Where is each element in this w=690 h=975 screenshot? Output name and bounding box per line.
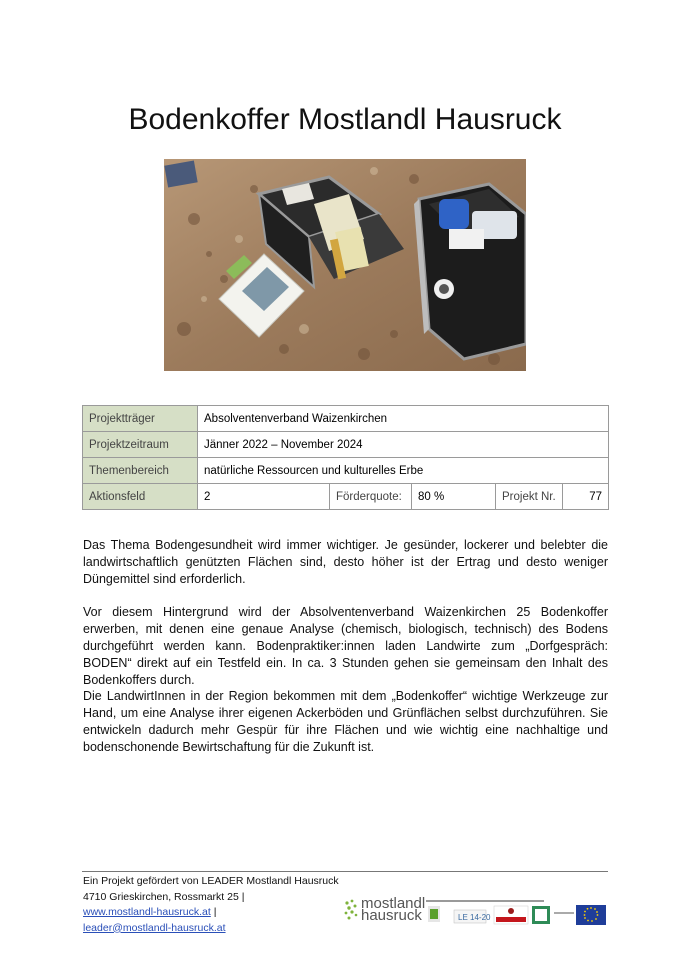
label-projekttraeger: Projektträger bbox=[83, 406, 198, 432]
footer-funding-line: Ein Projekt gefördert von LEADER Mostlandl Hausruck bbox=[83, 875, 339, 887]
eu-flag-icon bbox=[576, 905, 606, 925]
paragraph-benefits: Die LandwirtInnen in der Region bekommen mit dem „Bodenkoffer“ wichtige Werkzeuge zur Hand, um eine Analyse ihrer eigenen Ackerböden und Grünflächen selbst durchzuführen. Sie entwickeln dadurch mehr Gespür für ihre Flächen und wie wichtig eine nachhaltige und bodenschonende Bewirtschaftung für die Zukunft ist. bbox=[83, 689, 608, 754]
footer-separator: | bbox=[210, 906, 217, 918]
value-themenbereich: natürliche Ressourcen und kulturelles Erbe bbox=[198, 458, 609, 484]
value-projekttraeger: Absolventenverband Waizenkirchen bbox=[198, 406, 609, 432]
page-title: Bodenkoffer Mostlandl Hausruck bbox=[128, 103, 562, 136]
paragraph-intro: Das Thema Bodengesundheit wird immer wichtiger. Je gesünder, lockerer und belebter die landwirtschaftlich genützten Flächen sind, desto höher ist der Ertrag und desto weniger Düngemittel sind erforderlich. bbox=[83, 538, 608, 586]
website-link[interactable]: www.mostlandl-hausruck.at bbox=[83, 906, 211, 918]
logo-line-2: hausruck bbox=[361, 907, 422, 924]
value-projektzeitraum: Jänner 2022 – November 2024 bbox=[198, 432, 609, 458]
footer-address: 4710 Grieskirchen, Rossmarkt 25 | bbox=[83, 890, 245, 903]
value-foerderquote: 80 % bbox=[412, 484, 496, 510]
value-aktionsfeld: 2 bbox=[198, 484, 330, 510]
dots-icon bbox=[344, 899, 358, 921]
table-row bbox=[83, 458, 609, 484]
label-projekt-nr: Projekt Nr. bbox=[496, 484, 563, 510]
label-foerderquote: Förderquote: bbox=[330, 484, 412, 510]
leader-logo-icon bbox=[494, 906, 528, 924]
bund-logo-icon bbox=[428, 906, 440, 922]
table-row bbox=[83, 406, 609, 432]
project-info-table bbox=[82, 405, 609, 510]
svg-text:LE 14-20: LE 14-20 bbox=[458, 913, 491, 922]
label-projektzeitraum: Projektzeitraum bbox=[83, 432, 198, 458]
le-logo-icon bbox=[454, 910, 491, 923]
value-projekt-nr: 77 bbox=[563, 484, 609, 510]
table-row bbox=[83, 484, 609, 510]
mostlandl-hausruck-logo bbox=[344, 897, 425, 923]
logo-wordmark bbox=[361, 895, 426, 924]
footer-email-line bbox=[83, 921, 339, 937]
label-themenbereich: Themenbereich bbox=[83, 458, 198, 484]
email-link[interactable]: leader@mostlandl-hausruck.at bbox=[83, 921, 226, 934]
footer bbox=[83, 874, 339, 936]
paragraph-background: Vor diesem Hintergrund wird der Absolventenverband Waizenkirchen 25 Bodenkoffer erwerben, mit denen eine genaue Analyse (chemisch, biologisch, technisch) des Bodens durchgeführt werden kann. Bodenpraktiker:innen laden Landwirte zum „Dorfgespräch: BODEN“ direkt auf ein Testfeld ein. In ca. 3 Stunden gehen sie gemeinsam den Inhalt des Bodenkoffers durch. bbox=[83, 605, 608, 687]
funding-logos bbox=[426, 898, 608, 926]
footer-divider bbox=[82, 871, 608, 872]
table-row bbox=[83, 432, 609, 458]
label-aktionsfeld: Aktionsfeld bbox=[83, 484, 198, 510]
eu-text-strip bbox=[554, 912, 574, 914]
soil-kit-photo bbox=[164, 159, 526, 371]
funding-text-strip bbox=[426, 900, 544, 902]
footer-website-line bbox=[83, 905, 339, 921]
region-logo-icon bbox=[532, 906, 550, 924]
logo-line-1: mostlandl bbox=[361, 895, 426, 912]
